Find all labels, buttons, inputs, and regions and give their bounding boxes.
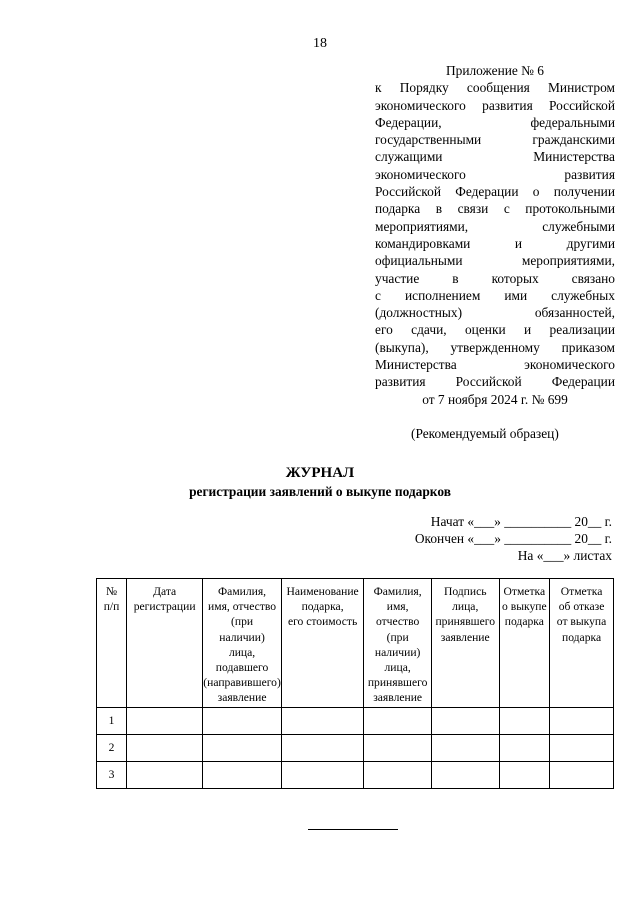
row-number: 1 xyxy=(97,708,127,735)
annex-line: Российской Федерации о получении xyxy=(375,184,615,200)
table-cell xyxy=(499,708,550,735)
table-cell xyxy=(127,762,203,789)
header-applicant-name: Фамилия, имя, отчество (при наличии) лица, подавшего (направившего) заявление xyxy=(203,579,282,708)
annex-block xyxy=(375,62,615,408)
annex-line: участие в которых связано xyxy=(375,270,615,286)
annex-line: командировками и другими xyxy=(375,235,615,251)
table-cell xyxy=(203,708,282,735)
annex-line: к Порядку сообщения Министром xyxy=(375,80,615,96)
annex-line: экономического развития Российской xyxy=(375,97,615,113)
annex-line: (выкупа), утвержденному приказом xyxy=(375,339,615,355)
table-cell xyxy=(364,735,432,762)
journal-sheets: На «___» листах xyxy=(517,548,612,563)
annex-line: официальными мероприятиями, xyxy=(375,253,615,269)
table-cell xyxy=(550,762,614,789)
journal-title: ЖУРНАЛ xyxy=(285,465,355,481)
table-cell xyxy=(499,762,550,789)
table-cell xyxy=(550,708,614,735)
table-cell xyxy=(281,762,363,789)
table-cell xyxy=(431,708,499,735)
header-number: № п/п xyxy=(97,579,127,708)
table-cell xyxy=(431,735,499,762)
row-number: 3 xyxy=(97,762,127,789)
header-buyout-mark: Отметка о выкупе подарка xyxy=(499,579,550,708)
annex-line: Министерства экономического xyxy=(375,357,615,373)
register-table xyxy=(96,578,614,789)
header-receiver-signature: Подпись лица, принявшего заявление xyxy=(431,579,499,708)
table-cell xyxy=(364,708,432,735)
annex-line: с исполнением ими служебных xyxy=(375,287,615,303)
annex-line: государственными гражданскими xyxy=(375,132,615,148)
annex-line: (должностных) обязанностей, xyxy=(375,305,615,321)
row-number: 2 xyxy=(97,735,127,762)
annex-line: служащими Министерства xyxy=(375,149,615,165)
table-cell xyxy=(127,708,203,735)
table-cell xyxy=(431,762,499,789)
table-cell xyxy=(499,735,550,762)
table-cell xyxy=(281,708,363,735)
annex-text xyxy=(375,79,615,408)
table-row xyxy=(97,735,614,762)
sample-note: (Рекомендуемый образец) xyxy=(411,426,559,441)
annex-line: Федерации, федеральными xyxy=(375,114,615,130)
annex-title: Приложение № 6 xyxy=(445,63,545,78)
annex-line: от 7 ноября 2024 г. № 699 xyxy=(422,391,568,407)
header-refusal-mark: Отметка об отказе от выкупа подарка xyxy=(550,579,614,708)
table-header-row xyxy=(97,579,614,708)
journal-finished: Окончен «___» __________ 20__ г. xyxy=(414,531,612,546)
page-number: 18 xyxy=(313,36,327,51)
table-row xyxy=(97,708,614,735)
table-cell xyxy=(203,762,282,789)
header-gift-name-cost: Наименование подарка, его стоимость xyxy=(281,579,363,708)
annex-line: подарка в связи с протокольными xyxy=(375,201,615,217)
header-registration-date: Дата регистрации xyxy=(127,579,203,708)
header-receiver-name: Фамилия, имя, отчество (при наличии) лица, принявшего заявление xyxy=(364,579,432,708)
annex-line: его сдачи, оценки и реализации xyxy=(375,322,615,338)
journal-subtitle: регистрации заявлений о выкупе подарков xyxy=(189,484,451,499)
table-cell xyxy=(550,735,614,762)
footer-divider xyxy=(308,829,398,830)
table-cell xyxy=(364,762,432,789)
journal-started: Начат «___» __________ 20__ г. xyxy=(430,514,612,529)
table-cell xyxy=(127,735,203,762)
annex-line: мероприятиями, служебными xyxy=(375,218,615,234)
table-cell xyxy=(281,735,363,762)
annex-line: экономического развития xyxy=(375,166,615,182)
table-row xyxy=(97,762,614,789)
table-cell xyxy=(203,735,282,762)
annex-line: развития Российской Федерации xyxy=(375,374,615,390)
